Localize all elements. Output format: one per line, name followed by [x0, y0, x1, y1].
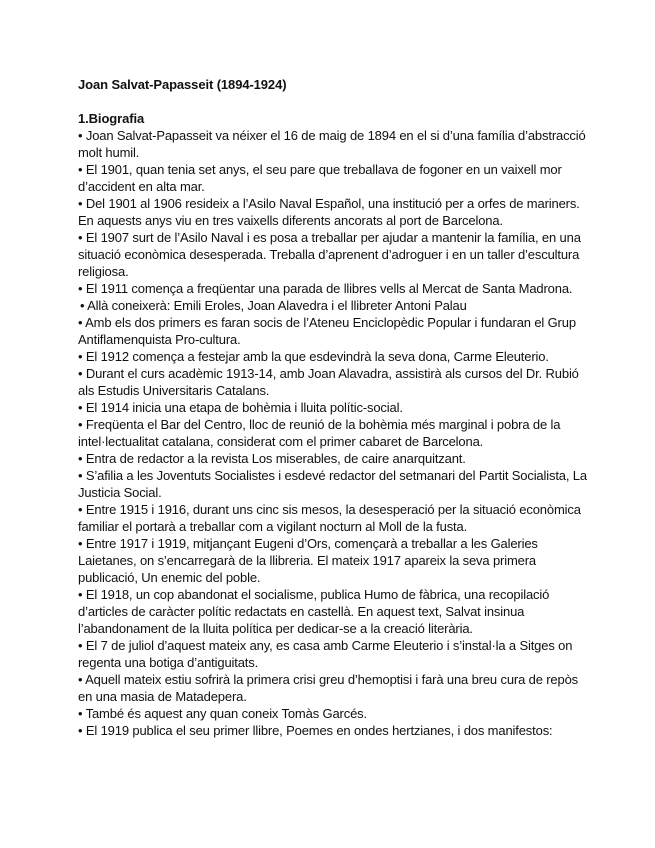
bullet-item: • El 1918, un cop abandonat el socialisme, publica Humo de fàbrica, una recopilació d’articles de caràcter polític redactats en castellà. En aquest text, Salvat insinua l’abandonament de la lluita política per dedicar-se a la creació literària.: [78, 587, 550, 636]
bullet-item: • El 1919 publica el seu primer llibre, Poemes en ondes hertzianes, i dos manifestos:: [78, 723, 553, 738]
bullet-item: • Allà coneixerà: Emili Eroles, Joan Alavedra i el llibreter Antoni Palau: [80, 298, 467, 313]
bullet-item: • També és aquest any quan coneix Tomàs Garcés.: [78, 706, 367, 721]
bullet-item: • Amb els dos primers es faran socis de l’Ateneu Enciclopèdic Popular i fundaran el Grup Antiflamenquista Pro-cultura.: [78, 315, 576, 347]
bullet-item: • El 1901, quan tenia set anys, el seu pare que treballava de fogoner en un vaixell mor d’accident en alta mar.: [78, 162, 562, 194]
bullet-item: • El 1914 inicia una etapa de bohèmia i lluita polític-social.: [78, 400, 403, 415]
bullet-item: • Entra de redactor a la revista Los miserables, de caire anarquitzant.: [78, 451, 466, 466]
bullet-item: • Entre 1915 i 1916, durant uns cinc sis mesos, la desesperació per la situació econòmica familiar el portarà a treballar com a vigilant nocturn al Moll de la fusta.: [78, 502, 581, 534]
bullet-item: • Entre 1917 i 1919, mitjançant Eugeni d’Ors, començarà a treballar a les Galeries Laietanes, on s’encarregarà de la llibreria. El mateix 1917 apareix la seva primera publicació, Un enemic del poble.: [78, 536, 538, 585]
bullet-item: • Aquell mateix estiu sofrirà la primera crisi greu d’hemoptisi i farà una breu cura de repòs en una masia de Matadepera.: [78, 672, 579, 704]
bullet-item: • El 1912 comença a festejar amb la que esdevindrà la seva dona, Carme Eleuterio.: [78, 349, 549, 364]
section-heading-biografia: 1.Biografia: [78, 111, 145, 126]
bullet-item: • Freqüenta el Bar del Centro, lloc de reunió de la bohèmia més marginal i pobra de la intel·lectualitat catalana, considerat com el primer cabaret de Barcelona.: [78, 417, 561, 449]
document-body: [78, 76, 588, 739]
bullet-item: • El 1907 surt de l’Asilo Naval i es posa a treballar per ajudar a mantenir la família, en una situació econòmica desesperada. Treballa d’aprenent d’adroguer i en un taller d’escultura religiosa.: [78, 230, 581, 279]
document-title: Joan Salvat-Papasseit (1894-1924): [78, 77, 287, 92]
biography-bullet-list: [78, 127, 588, 739]
bullet-item: • El 1911 comença a freqüentar una parada de llibres vells al Mercat de Santa Madrona.: [78, 281, 573, 296]
bullet-item: • El 7 de juliol d’aquest mateix any, es casa amb Carme Eleuterio i s’instal·la a Sitges on regenta una botiga d’antiguitats.: [78, 638, 573, 670]
bullet-item: • S’afilia a les Joventuts Socialistes i esdevé redactor del setmanari del Partit Socialista, La Justicia Social.: [78, 468, 587, 500]
bullet-item: • Joan Salvat-Papasseit va néixer el 16 de maig de 1894 en el si d’una família d’abstracció molt humil.: [78, 128, 586, 160]
bullet-item: • Durant el curs acadèmic 1913-14, amb Joan Alavadra, assistirà als cursos del Dr. Rubió als Estudis Universitaris Catalans.: [78, 366, 579, 398]
bullet-item: • Del 1901 al 1906 resideix a l’Asilo Naval Español, una institució per a orfes de mariners. En aquests anys viu en tres vaixells diferents ancorats al port de Barcelona.: [78, 196, 580, 228]
